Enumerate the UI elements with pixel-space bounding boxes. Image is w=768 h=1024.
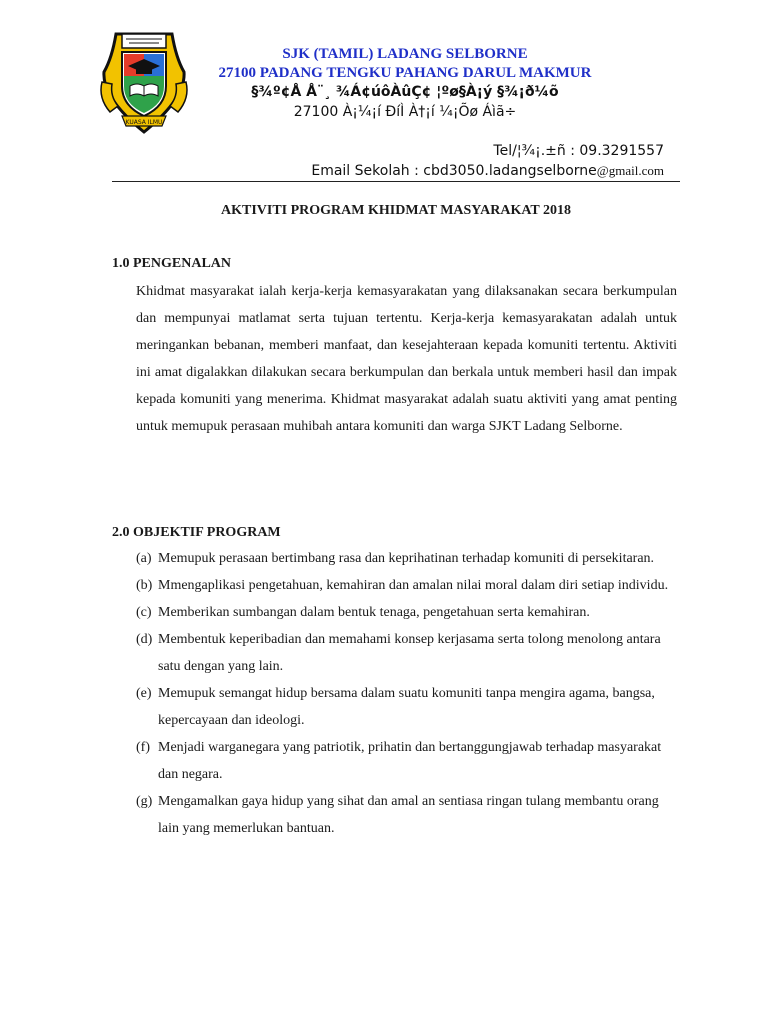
- list-marker: (d): [136, 632, 153, 647]
- list-item-text: Menjadi warganegara yang patriotik, prihatin dan bertanggungjawab terhadap masyarakat dan negara.: [158, 740, 662, 782]
- list-item-text: Mengamalkan gaya hidup yang sihat dan amal an sentiasa ringan tulang membantu orang lain yang memerlukan bantuan.: [158, 794, 659, 836]
- school-crest-logo: [96, 28, 192, 138]
- school-name: SJK (TAMIL) LADANG SELBORNE: [282, 46, 528, 62]
- list-item: [136, 572, 681, 599]
- list-item: [136, 626, 681, 680]
- school-name-tamil: §¾º¢Å Å¨¸ ¾Á¢úôÀûÇ¢ ¦ºø§À¡ý §¾¡ð¼õ: [251, 84, 559, 100]
- list-item-text: Memberikan sumbangan dalam bentuk tenaga, pengetahuan serta kemahiran.: [158, 605, 590, 620]
- section-heading-introduction: 1.0 PENGENALAN: [112, 256, 232, 271]
- list-item: [136, 545, 681, 572]
- email-domain: @gmail.com: [596, 163, 664, 178]
- school-email: [311, 163, 664, 179]
- list-marker: (b): [136, 578, 153, 593]
- list-item: [136, 680, 681, 734]
- telephone-number: Tel/¦¾¡.±ñ : 09.3291557: [493, 143, 664, 159]
- list-marker: (e): [136, 686, 152, 701]
- list-item-text: Mmengaplikasi pengetahuan, kemahiran dan amalan nilai moral dalam diri setiap individu.: [158, 578, 669, 593]
- header-divider: [112, 181, 680, 182]
- list-item: [136, 599, 681, 626]
- list-item-text: Membentuk keperibadian dan memahami konsep kerjasama serta tolong menolong antara satu dengan yang lain.: [158, 632, 661, 674]
- email-prefix: Email Sekolah : cbd3050.ladangselborne: [311, 163, 597, 179]
- list-marker: (f): [136, 740, 150, 755]
- introduction-paragraph: Khidmat masyarakat ialah kerja-kerja kemasyarakatan yang dilaksanakan secara berkumpulan dan mempunyai matlamat serta tujuan tertentu. Kerja-kerja kemasyarakatan adalah untuk meringankan bebanan, memberi manfaat, dan kesejahteraan kepada komuniti tertentu. Aktiviti ini amat digalakkan dilakukan secara berkumpulan dan berkala untuk memberi hasil dan impak kepada komuniti yang menerima. Khidmat masyarakat adalah suatu aktiviti yang amat penting untuk memupuk perasaan muhibah antara komuniti dan warga SJKT Ladang Selborne.: [136, 284, 677, 434]
- list-marker: (c): [136, 605, 152, 620]
- school-address-tamil: 27100 À¡¼¡í ÐíÌ À†¡í ¼¡Õø Áìã÷: [293, 104, 517, 120]
- list-item-text: Memupuk perasaan bertimbang rasa dan keprihatinan terhadap komuniti di persekitaran.: [158, 551, 655, 566]
- section-heading-objectives: 2.0 OBJEKTIF PROGRAM: [112, 525, 281, 540]
- logo-motto: KUASA ILMU: [125, 119, 163, 126]
- school-address: 27100 PADANG TENGKU PAHANG DARUL MAKMUR: [218, 65, 592, 81]
- list-item-text: Memupuk semangat hidup bersama dalam suatu komuniti tanpa mengira agama, bangsa, kepercayaan dan ideologi.: [158, 686, 655, 728]
- list-marker: (g): [136, 794, 153, 809]
- document-title: AKTIVITI PROGRAM KHIDMAT MASYARAKAT 2018: [220, 203, 572, 218]
- list-item: [136, 788, 681, 842]
- list-item: [136, 734, 681, 788]
- objectives-list: [136, 545, 681, 842]
- list-marker: (a): [136, 551, 152, 566]
